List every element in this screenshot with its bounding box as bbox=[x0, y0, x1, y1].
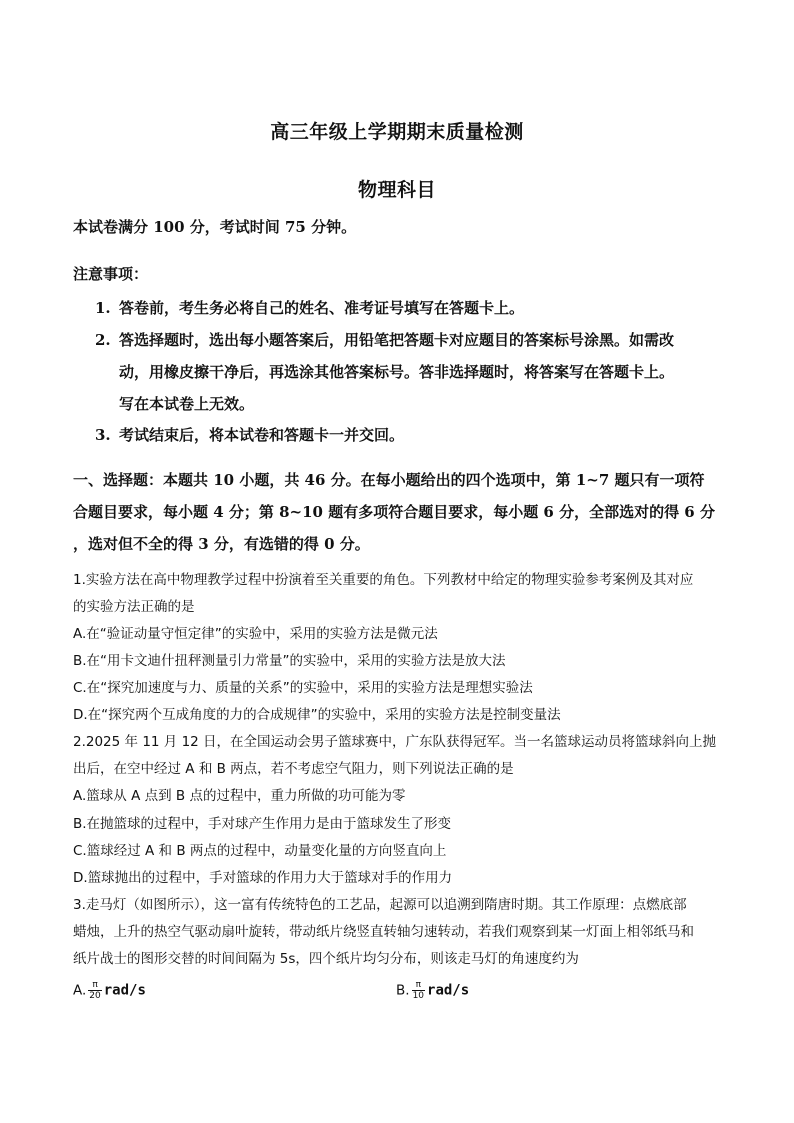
note-text: 答选择题时，选出每小题答案后，用铅笔把答题卡对应题目的答案标号涂黑。如需改 bbox=[119, 331, 675, 349]
question-2-option-d: D.篮球抛出的过程中，手对篮球的作用力大于篮球对手的作用力 bbox=[73, 870, 453, 886]
question-2-option-b: B.在抛篮球的过程中，手对球产生作用力是由于篮球发生了形变 bbox=[73, 816, 452, 832]
question-2-stem-continued: 出后，在空中经过 A 和 B 两点，若不考虑空气阻力，则下列说法正确的是 bbox=[73, 761, 514, 777]
note-text: 答卷前，考生务必将自己的姓名、准考证号填写在答题卡上。 bbox=[119, 299, 525, 317]
question-2-option-a: A.篮球从 A 点到 B 点的过程中，重力所做的功可能为零 bbox=[73, 788, 406, 804]
score-info: 本试卷满分 100 分，考试时间 75 分钟。 bbox=[73, 218, 357, 236]
question-3-stem: 3.走马灯（如图所示），这一富有传统特色的工艺品，起源可以追溯到隋唐时期。其工作原理：点燃底部 bbox=[73, 897, 687, 913]
question-1-option-d: D.在“探究两个互成角度的力的合成规律”的实验中，采用的实验方法是控制变量法 bbox=[73, 707, 561, 723]
option-label: A. bbox=[73, 982, 87, 999]
note-item-3 bbox=[95, 424, 404, 445]
note-number: 1. bbox=[95, 299, 111, 317]
note-text-continued: 写在本试卷上无效。 bbox=[119, 395, 255, 413]
exam-title: 高三年级上学期期末质量检测 bbox=[270, 121, 524, 143]
question-1-stem: 1.实验方法在高中物理教学过程中扮演着至关重要的角色。下列教材中给定的物理实验参考案例及其对应 bbox=[73, 572, 694, 588]
question-3-option-b bbox=[396, 980, 469, 1001]
subject-title: 物理科目 bbox=[357, 179, 436, 201]
option-unit: rad/s bbox=[103, 982, 146, 999]
notes-heading: 注意事项： bbox=[73, 265, 149, 283]
fraction bbox=[88, 980, 101, 1001]
fraction-denominator: 20 bbox=[89, 991, 101, 1001]
fraction-numerator: π bbox=[412, 980, 425, 991]
question-3-stem-continued: 纸片战士的图形交替的时间间隔为 5s，四个纸片均匀分布，则该走马灯的角速度约为 bbox=[73, 951, 579, 967]
question-3-option-a bbox=[73, 980, 146, 1001]
option-label: B. bbox=[396, 982, 410, 999]
section-instruction-line: 合题目要求，每小题 4 分；第 8~10 题有多项符合题目要求，每小题 6 分，全部选对的得 6 分 bbox=[73, 503, 715, 521]
note-number: 3. bbox=[95, 426, 111, 444]
fraction-numerator: π bbox=[88, 980, 101, 991]
note-text: 考试结束后，将本试卷和答题卡一并交回。 bbox=[119, 426, 405, 444]
note-item-2 bbox=[95, 329, 674, 350]
note-number: 2. bbox=[95, 331, 111, 349]
section-instruction-line: ，选对但不全的得 3 分，有选错的得 0 分。 bbox=[73, 535, 370, 553]
fraction-denominator: 10 bbox=[412, 991, 425, 1001]
question-1-option-c: C.在“探究加速度与力、质量的关系”的实验中，采用的实验方法是理想实验法 bbox=[73, 680, 533, 696]
note-text-continued: 动，用橡皮擦干净后，再选涂其他答案标号。答非选择题时，将答案写在答题卡上。 bbox=[119, 363, 675, 381]
question-2-option-c: C.篮球经过 A 和 B 两点的过程中，动量变化量的方向竖直向上 bbox=[73, 843, 447, 859]
question-2-stem: 2.2025 年 11 月 12 日，在全国运动会男子篮球赛中，广东队获得冠军。当一名篮球运动员将篮球斜向上抛 bbox=[73, 734, 717, 750]
section-instruction-line: 一、选择题：本题共 10 小题，共 46 分。在每小题给出的四个选项中，第 1~7 题只有一项符 bbox=[73, 471, 705, 489]
question-3-stem-continued: 蜡烛，上升的热空气驱动扇叶旋转，带动纸片绕竖直转轴匀速转动，若我们观察到某一灯面上相邻纸马和 bbox=[73, 924, 694, 940]
option-unit: rad/s bbox=[427, 982, 470, 999]
note-item-1 bbox=[95, 297, 524, 318]
question-1-option-a: A.在“验证动量守恒定律”的实验中，采用的实验方法是微元法 bbox=[73, 626, 438, 642]
fraction bbox=[412, 980, 425, 1001]
question-1-option-b: B.在“用卡文迪什扭秤测量引力常量”的实验中，采用的实验方法是放大法 bbox=[73, 653, 506, 669]
question-1-stem-continued: 的实验方法正确的是 bbox=[73, 599, 195, 615]
